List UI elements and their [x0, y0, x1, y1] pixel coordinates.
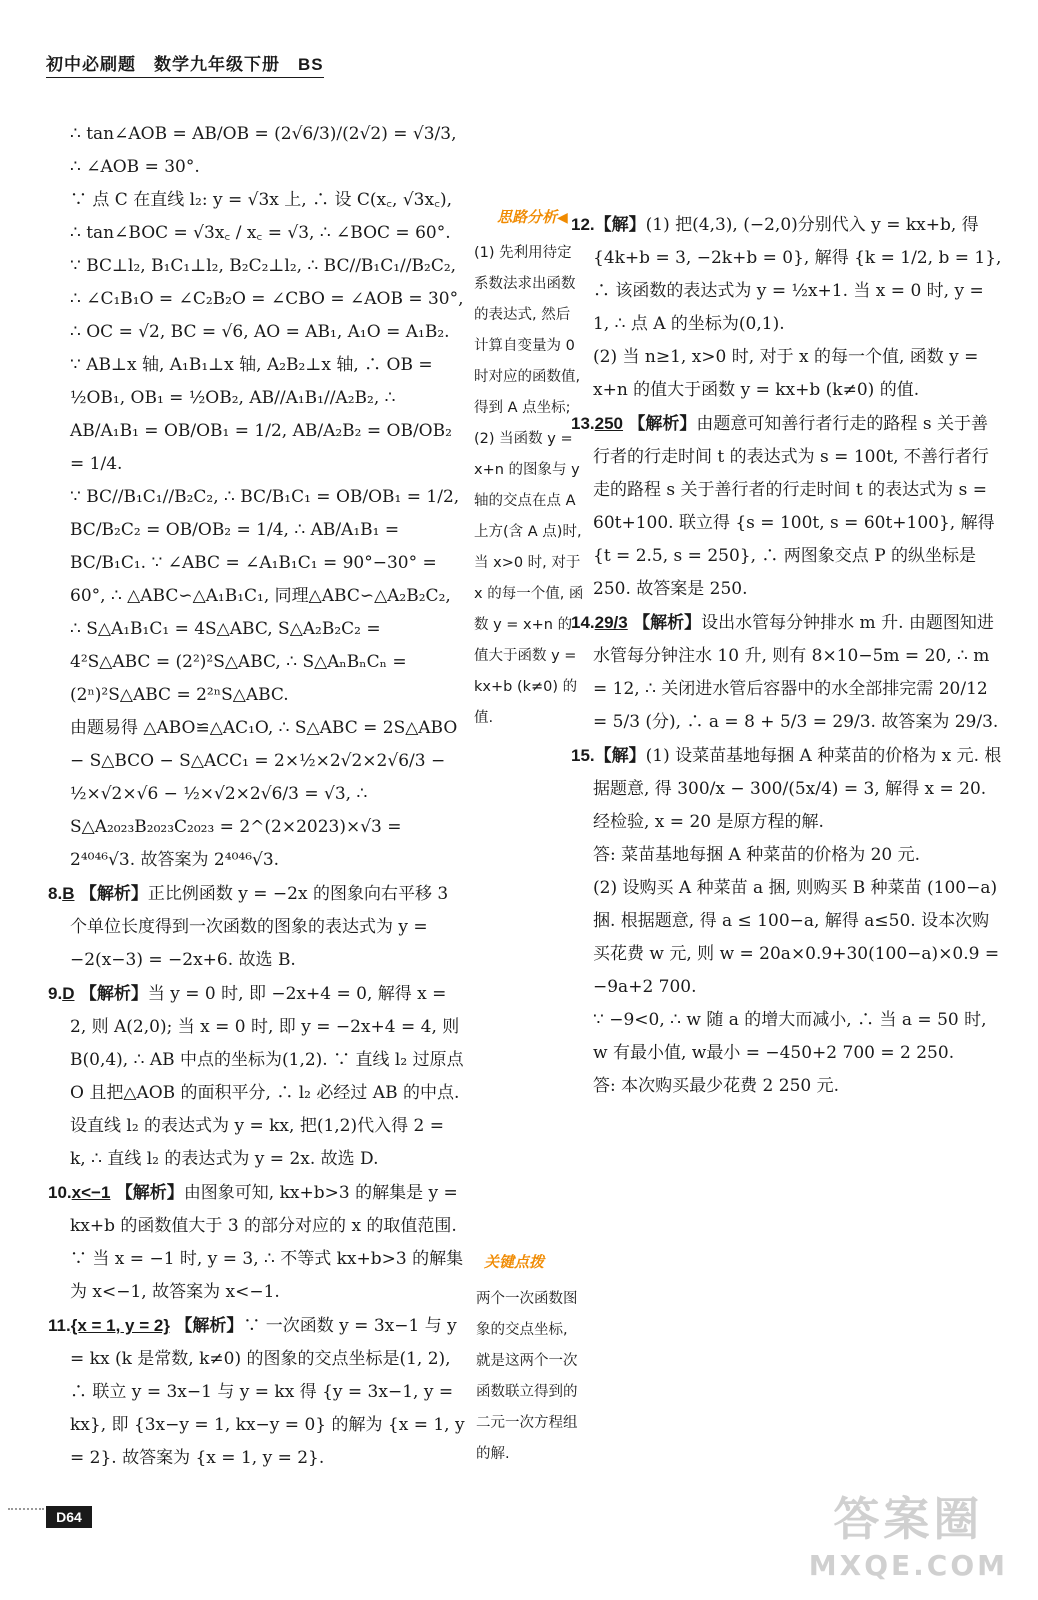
question-number: 8. — [48, 884, 63, 903]
answer: x<−1 — [71, 1183, 111, 1202]
sidebar-title-key-tip: 关键点拨 — [484, 1253, 545, 1271]
question-12 — [571, 208, 1003, 341]
footer-dots — [8, 1508, 44, 1510]
solution-tag: 【解】 — [594, 746, 646, 765]
answer: 29/3 — [594, 613, 628, 632]
analysis-tag: 【解析】 — [633, 613, 702, 632]
question-text: (2) 设购买 A 种菜苗 a 捆, 则购买 B 种菜苗 (100−a) 捆. 根据题意, 得 a ≤ 100−a, 解得 a≤50. 设本次购买花费 w 元, 则 w = 20a×0.9+30(100−a)×0.9 = −9a+2 700. — [593, 878, 1000, 997]
question-number: 11. — [48, 1316, 71, 1335]
analysis-tag: 【解析】 — [79, 884, 148, 903]
sidebar-analysis: (1) 先利用待定系数法求出函数的表达式, 然后计算自变量为 0 时对应的函数值, 得到 A 点坐标; (2) 当函数 y = x+n 的图象与 y 轴的交点在点 A 上方(含 A 点)时, 当 x>0 时, 对于 x 的每一个值, 函数 y = x+n 的值大于函数 y = kx+b (k≠0) 的值. — [474, 245, 584, 726]
watermark-logo: 答案圈 — [833, 1492, 984, 1546]
question-number: 13. — [571, 414, 595, 433]
question-15 — [571, 739, 1003, 839]
question-text: (2) 当 n≥1, x>0 时, 对于 x 的每一个值, 函数 y = x+n 的值大于函数 y = kx+b (k≠0) 的值. — [593, 347, 979, 400]
question-13 — [571, 407, 1003, 606]
question-10 — [48, 1176, 465, 1309]
answer: {x = 1, y = 2} — [70, 1316, 170, 1335]
question-number: 14. — [571, 613, 595, 632]
page-header: 初中必刷题 数学九年级下册 BS — [46, 50, 324, 78]
question-text: 当 y = 0 时, 即 −2x+4 = 0, 解得 x = 2, 则 A(2,0); 当 x = 0 时, 即 y = −2x+4 = 4, 则 B(0,4), ∴ AB 中点的坐标为(1,2). ∵ 直线 l₂ 过原点 O 且把△AOB 的面积平分, ∴ l₂ 必经过 AB 的中点. 设直线 l₂ 的表达式为 y = kx, 把(1,2)代入得 2 = k, ∴ 直线 l₂ 的表达式为 y = 2x. 故选 D. — [70, 984, 464, 1169]
question-number: 9. — [48, 984, 63, 1003]
analysis-tag: 【解析】 — [79, 984, 148, 1003]
question-text: (1) 设菜苗基地每捆 A 种菜苗的价格为 x 元. 根据题意, 得 300/x − 300/(5x/4) = 3, 解得 x = 20. 经检验, x = 20 是原方程的解. — [593, 746, 1002, 832]
solution-line: 由题易得 △ABO≌△AC₁O, ∴ S△ABC = 2S△ABO − S△BCO − S△ACC₁ = 2×½×2√2×2√6/3 − ½×√2×√6 − ½×√2×2√6/3 = √3, ∴ S△A₂₀₂₃B₂₀₂₃C₂₀₂₃ = 2^(2×2023)×√3 = 2⁴⁰⁴⁶√3. 故答案为 2⁴⁰⁴⁶√3. — [70, 718, 458, 870]
analysis-tag: 【解析】 — [628, 414, 697, 433]
answer: 250 — [594, 414, 624, 433]
left-column — [48, 118, 465, 1475]
solution-line: ∴ tan∠BOC = √3x꜀ / x꜀ = √3, ∴ ∠BOC = 60°. — [70, 223, 451, 243]
question-number: 10. — [48, 1183, 72, 1202]
question-text: (1) 把(4,3), (−2,0)分别代入 y = kx+b, 得 {4k+b = 3, −2k+b = 0}, 解得 {k = 1/2, b = 1}, ∴ 该函数的表达式为 y = ½x+1. 当 x = 0 时, y = 1, ∴ 点 A 的坐标为(0,1). — [593, 215, 1002, 334]
analysis-tag: 【解析】 — [175, 1316, 244, 1335]
solution-line: ∵ BC⊥l₂, B₁C₁⊥l₂, B₂C₂⊥l₂, ∴ BC//B₁C₁//B₂C₂, ∴ ∠C₁B₁O = ∠C₂B₂O = ∠CBO = ∠AOB = 30°, ∴ OC = √2, BC = √6, AO = AB₁, A₁O = A₁B₂. ∵ AB⊥x 轴, A₁B₁⊥x 轴, A₂B₂⊥x 轴, ∴ OB = ½OB₁, OB₁ = ½OB₂, AB//A₁B₁//A₂B₂, ∴ AB/A₁B₁ = OB/OB₁ = 1/2, AB/A₂B₂ = OB/OB₂ = 1/4. — [70, 256, 464, 474]
question-text: ∵ −9<0, ∴ w 随 a 的增大而减小, ∴ 当 a = 50 时, w 有最小值, w最小 = −450+2 700 = 2 250. — [593, 1010, 987, 1063]
solution-line: ∵ BC//B₁C₁//B₂C₂, ∴ BC/B₁C₁ = OB/OB₁ = 1/2, BC/B₂C₂ = OB/OB₂ = 1/4, ∴ AB/A₁B₁ = BC/B₁C₁. ∵ ∠ABC = ∠A₁B₁C₁ = 90°−30° = 60°, ∴ △ABC∽△A₁B₁C₁, 同理△ABC∽△A₂B₂C₂, ∴ S△A₁B₁C₁ = 4S△ABC, S△A₂B₂C₂ = 4²S△ABC = (2²)²S△ABC, ∴ S△AₙBₙCₙ = (2ⁿ)²S△ABC = 2²ⁿS△ABC. — [70, 487, 460, 705]
question-text: ∵ 一次函数 y = 3x−1 与 y = kx (k 是常数, k≠0) 的图象的交点坐标是(1, 2), ∴ 联立 y = 3x−1 与 y = kx 得 {y = 3x−1, y = kx}, 即 {3x−y = 1, kx−y = 0} 的解为 {x = 1, y = 2}. 故答案为 {x = 1, y = 2}. — [70, 1316, 465, 1468]
question-number: 12. — [571, 215, 595, 234]
right-column — [571, 88, 1003, 1103]
solution-line: ∵ 点 C 在直线 l₂: y = √3x 上, ∴ 设 C(x꜀, √3x꜀), — [70, 190, 452, 210]
question-text: 答: 菜苗基地每捆 A 种菜苗的价格为 20 元. — [593, 845, 921, 865]
question-text: 设出水管每分钟排水 m 升. 由题图知进水管每分钟注水 10 升, 则有 8×10−5m = 20, ∴ m = 12, ∴ 关闭进水管后容器中的水全部排完需 20/12 = 5/3 (分), ∴ a = 8 + 5/3 = 29/3. 故答案为 29/3. — [593, 613, 999, 732]
question-11 — [48, 1309, 465, 1475]
question-text: 由图象可知, kx+b>3 的解集是 y = kx+b 的函数值大于 3 的部分对应的 x 的取值范围. ∵ 当 x = −1 时, y = 3, ∴ 不等式 kx+b>3 的解集为 x<−1, 故答案为 x<−1. — [70, 1183, 464, 1302]
sidebar-key-tip: 两个一次函数图象的交点坐标, 就是这两个一次函数联立得到的二元一次方程组的解. — [476, 1291, 578, 1462]
watermark-url: MXQE.COM — [808, 1549, 1008, 1582]
page-number: D64 — [46, 1506, 92, 1528]
question-number: 15. — [571, 746, 595, 765]
solution-line: ∴ tan∠AOB = AB/OB = (2√6/3)/(2√2) = √3/3, ∴ ∠AOB = 30°. — [70, 124, 457, 177]
sidebar-title-analysis: 思路分析◀ — [497, 208, 568, 226]
analysis-tag: 【解析】 — [115, 1183, 184, 1202]
solution-tag: 【解】 — [594, 215, 646, 234]
question-8 — [48, 877, 465, 977]
question-14 — [571, 606, 1003, 739]
question-text: 答: 本次购买最少花费 2 250 元. — [593, 1076, 840, 1096]
answer: B — [62, 884, 75, 903]
watermark — [809, 1483, 1008, 1582]
question-text: 由题意可知善行者行走的路程 s 关于善行者的行走时间 t 的表达式为 s = 100t, 不善行者行走的路程 s 关于善行者的行走时间 t 的表达式为 s = 60t+100. 联立得 {s = 100t, s = 60t+100}, 解得 {t = 2.5, s = 250}, ∴ 两图象交点 P 的纵坐标是 250. 故答案是 250. — [593, 414, 995, 599]
question-text: 正比例函数 y = −2x 的图象向右平移 3 个单位长度得到一次函数的图象的表达式为 y = −2(x−3) = −2x+6. 故选 B. — [70, 884, 449, 970]
answer: D — [62, 984, 75, 1003]
question-9 — [48, 977, 465, 1176]
